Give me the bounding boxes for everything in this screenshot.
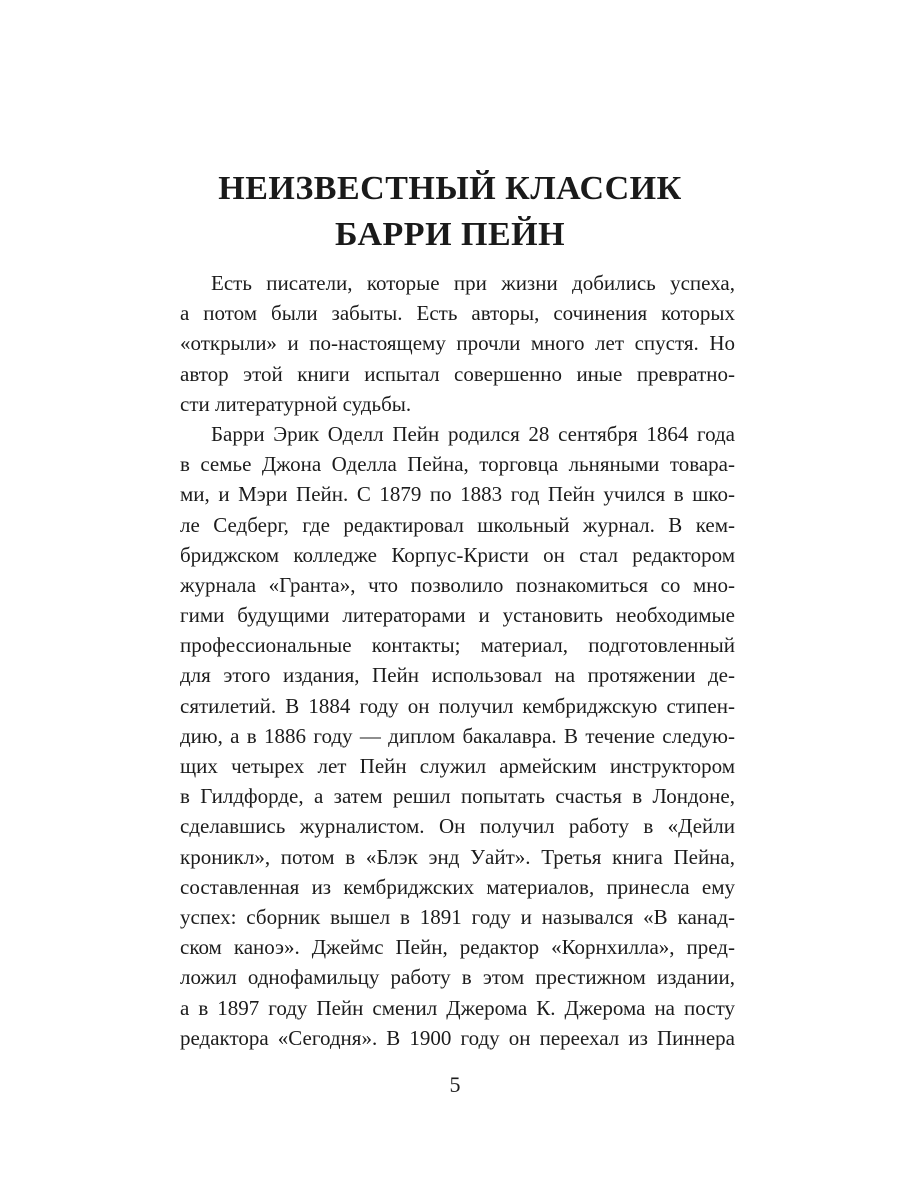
text-line: журнала «Гранта», что позволило познакомиться со мно- [180,572,735,597]
text-line: дию, а в 1886 году — диплом бакалавра. В течение следую- [180,723,735,748]
text-line: сделавшись журналистом. Он получил работу в «Дейли [180,814,735,839]
text-line: успех: сборник вышел в 1891 году и назывался «В канад- [180,904,735,929]
text-line: составленная из кембриджских материалов, принесла ему [180,874,735,899]
text-line: а в 1897 году Пейн сменил Джерома К. Джерома на посту [180,995,735,1020]
body-text [180,268,735,1053]
text-line: для этого издания, Пейн использовал на протяжении де- [180,663,735,688]
text-line: редактора «Сегодня». В 1900 году он переехал из Пиннера [180,1025,735,1050]
chapter-title-line-1: НЕИЗВЕСТНЫЙ КЛАССИК [218,170,682,207]
text-line: ском каноэ». Джеймс Пейн, редактор «Корнхилла», пред- [180,935,735,960]
page-number: 5 [449,1072,461,1097]
text-line: сятилетий. В 1884 году он получил кембриджскую стипен- [180,693,735,718]
text-line: ми, и Мэри Пейн. С 1879 по 1883 год Пейн учился в шко- [180,482,735,507]
text-line: в семье Джона Оделла Пейна, торговца льняными товара- [180,452,735,477]
text-line: бриджском колледже Корпус-Кристи он стал редактором [180,542,735,567]
text-line: профессиональные контакты; материал, подготовленный [180,633,735,658]
text-line: а потом были забыты. Есть авторы, сочинения которых [180,301,735,326]
chapter-title-line-2: БАРРИ ПЕЙН [334,216,566,253]
text-line: автор этой книги испытал совершенно иные превратно- [180,361,735,386]
paragraph-2 [180,419,735,1053]
text-line: сти литературной судьбы. [180,391,412,416]
text-line: щих четырех лет Пейн служил армейским инструктором [180,754,735,778]
chapter-title [0,166,900,258]
text-line: ле Седберг, где редактировал школьный журнал. В кем- [180,512,735,537]
text-line: Есть писатели, которые при жизни добились успеха, [211,271,735,295]
text-line: Барри Эрик Оделл Пейн родился 28 сентября 1864 года [211,421,735,446]
text-line: «открыли» и по-настоящему прочли много лет спустя. Но [180,331,735,356]
text-line: кроникл», потом в «Блэк энд Уайт». Третья книга Пейна, [180,844,735,869]
paragraph-1 [180,268,735,419]
text-line: гими будущими литераторами и установить необходимые [180,603,735,628]
text-line: в Гилдфорде, а затем решил попытать счастья в Лондоне, [180,784,735,809]
text-line: ложил однофамильцу работу в этом престижном издании, [180,965,735,990]
